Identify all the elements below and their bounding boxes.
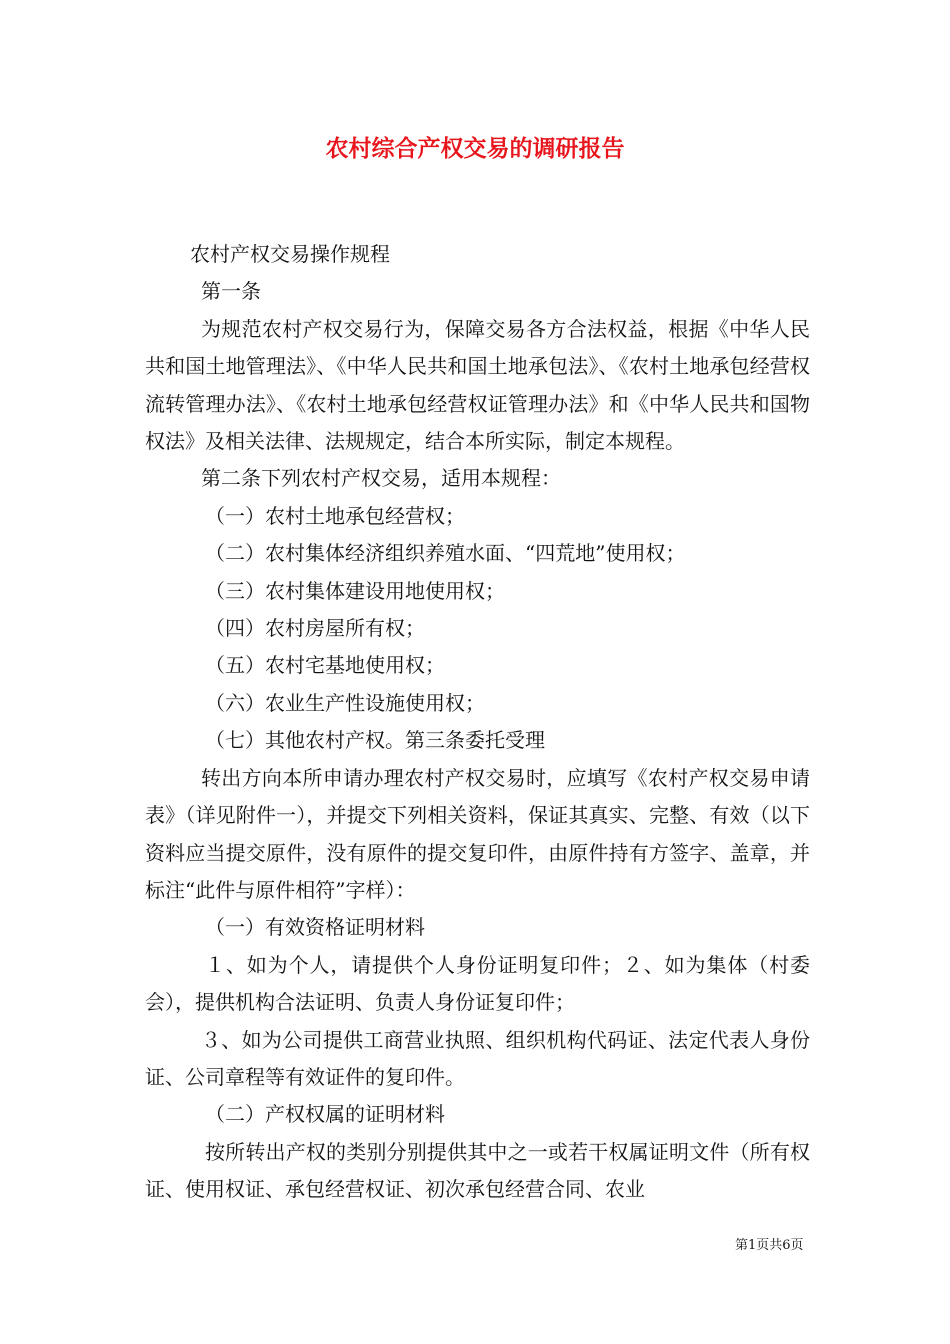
list-item: （六）农业生产性设施使用权；: [205, 690, 485, 715]
page-number: 第1页共6页: [735, 1238, 804, 1253]
paragraph-purpose: 为规范农村产权交易行为，保障交易各方合法权益，根据《中华人民共和国土地管理法》、《中华人民共和国土地承包法》、《农村土地承包经营权流转管理办法》、《农村土地承包经营权证管理办法》和《中华人民共和国物权法》及相关法律、法规规定，结合本所实际，制定本规程。: [145, 316, 810, 454]
list-item: （二）农村集体经济组织养殖水面、“四荒地”使用权；: [205, 541, 686, 566]
list-item: （四）农村房屋所有权；: [205, 616, 425, 641]
paragraph-company: ３、如为公司提供工商营业执照、组织机构代码证、法定代表人身份证、公司章程等有效证件的复印件。: [145, 1027, 810, 1089]
paragraph-ownership: 按所转出产权的类别分别提供其中之一或若干权属证明文件（所有权证、使用权证、承包经营权证、初次承包经营合同、农业: [145, 1139, 810, 1202]
list-item: （五）农村宅基地使用权；: [205, 653, 445, 678]
list-item: （一）有效资格证明材料: [205, 915, 425, 940]
paragraph-application: 转出方向本所申请办理农村产权交易时，应填写《农村产权交易申请表》（详见附件一），并提交下列相关资料，保证其真实、完整、有效（以下资料应当提交原件，没有原件的提交复印件，由原件持有方签字、盖章，并标注“此件与原件相符”字样）：: [145, 765, 810, 902]
document-body: [145, 236, 810, 1209]
list-item: （一）农村土地承包经营权；: [205, 503, 465, 528]
paragraph-article-2: 第二条下列农村产权交易，适用本规程：: [201, 466, 561, 491]
list-item: （七）其他农村产权。第三条委托受理: [205, 728, 545, 753]
document-title: 农村综合产权交易的调研报告: [325, 135, 625, 162]
list-item: （二）产权权属的证明材料: [205, 1102, 445, 1127]
list-item: （三）农村集体建设用地使用权；: [205, 578, 505, 603]
paragraph-qualification: １、如为个人，请提供个人身份证明复印件；２、如为集体（村委会），提供机构合法证明、负责人身份证复印件；: [145, 952, 810, 1015]
paragraph-heading: 农村产权交易操作规程: [190, 242, 390, 266]
paragraph-article-1: 第一条: [201, 279, 261, 304]
